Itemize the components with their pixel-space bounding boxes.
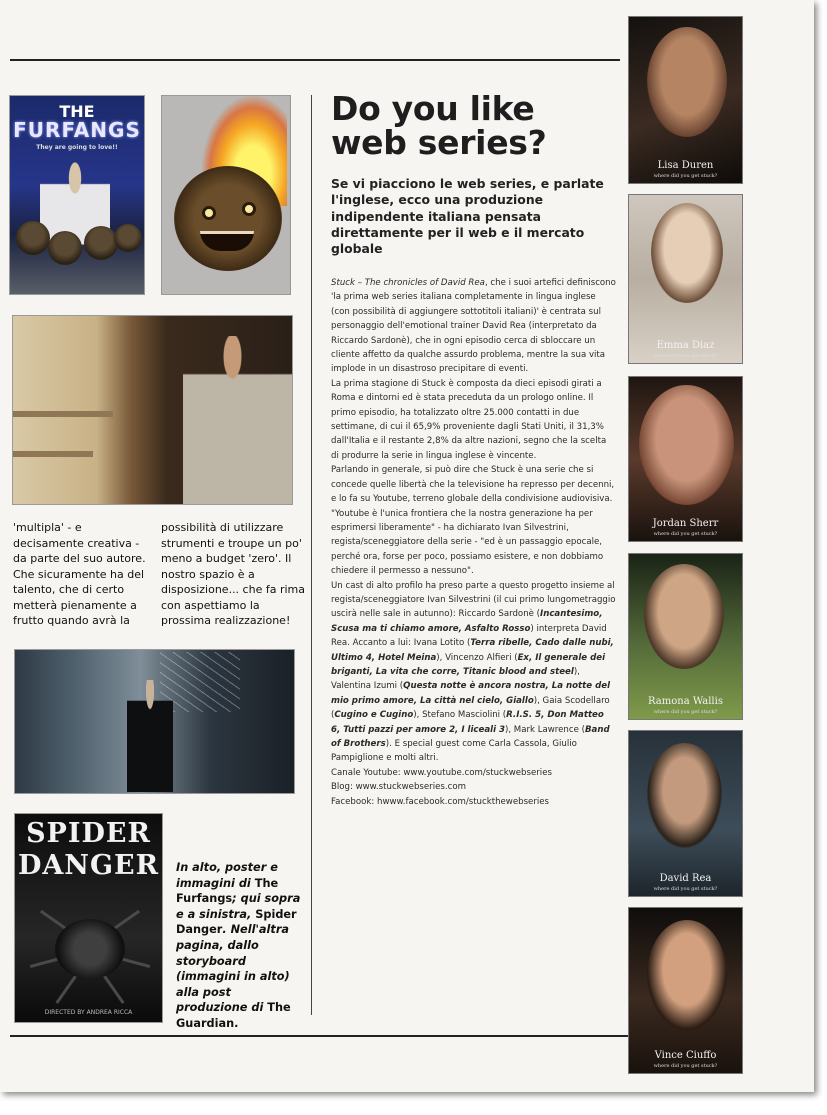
furball-eye bbox=[202, 206, 216, 220]
furfangs-poster bbox=[9, 95, 145, 295]
article-link-facebook: Facebook: hwww.facebook.com/stuckthewebseries bbox=[331, 796, 550, 807]
man-figure bbox=[127, 680, 173, 792]
headshot-tagline: where did you get stuck? bbox=[653, 886, 718, 892]
article-link-blog: Blog: www.stuckwebseries.com bbox=[331, 782, 466, 793]
article-text: ), Mark Lawrence ( bbox=[504, 724, 585, 735]
kitchen-shelf bbox=[13, 451, 93, 457]
spider-poster-title-line2: DANGER bbox=[17, 850, 160, 881]
article-credits: Incantesimo, Scusa ma ti chiamo amore, Asfalto Rosso bbox=[331, 609, 603, 634]
article-text: ) interpreta David Rea. Accanto a lui: Ivana Lotito ( bbox=[331, 623, 607, 649]
article-text: ), Valentina Izumi ( bbox=[331, 666, 580, 692]
headshot-name: Lisa Duren bbox=[657, 160, 714, 171]
furball-creature bbox=[48, 231, 82, 265]
furfangs-poster-title: FURFANGS bbox=[13, 118, 141, 142]
kitchen-scene-photo bbox=[12, 315, 293, 505]
headshot-tagline: where did you get stuck? bbox=[653, 531, 718, 537]
article-body bbox=[331, 276, 616, 809]
article-text: ), Gaia Scodellaro ( bbox=[331, 695, 610, 721]
article-text: Un cast di alto profilo ha preso parte a questo progetto insieme al regista/sceneggiatore Ivan Silvestrini (il cui primo lungometraggio uscirà nelle sale in autunno): Riccardo Sardonè ( bbox=[331, 580, 616, 620]
spider-danger-poster bbox=[14, 813, 163, 1023]
furfangs-poster-tagline: They are going to love!! bbox=[36, 144, 118, 151]
article-paragraph: La prima stagione di Stuck è composta da dieci episodi girati a Roma e dintorni ed è stata preceduta da un prologo online. Il primo episodio, ha totalizzato oltre 25.000 contatti in due settimane, di cui il 65,9% proveniente dagli Stati Uniti, il 31,3% dall'Italia e il restante 2,8% da altre nazioni, segno che la scelta di produrre la serie in lingua inglese è vincente. bbox=[331, 378, 607, 461]
caption-part: . Nell'altra pagina, dallo storyboard (immagini in alto) alla post produzione di bbox=[176, 923, 290, 1015]
kitchen-shelf bbox=[13, 411, 113, 417]
bottom-rule bbox=[10, 1035, 630, 1037]
headshot-name: Jordan Sherr bbox=[652, 518, 719, 529]
caption-part: . bbox=[234, 1016, 239, 1030]
top-rule bbox=[10, 59, 620, 61]
image-caption bbox=[176, 860, 301, 1032]
article-credits: Ex, Il generale dei briganti, La vita che corre, Titanic blood and steel bbox=[331, 652, 606, 677]
article-credits: Band of Brothers bbox=[331, 724, 610, 749]
article-paragraph bbox=[331, 276, 616, 377]
subheadline: Se vi piacciono le web series, e parlate l'inglese, ecco una produzione indipendente italiana pensata direttamente per il web e il mercato globale bbox=[331, 176, 604, 257]
article-text: , che i suoi artefici definiscono 'la prima web series italiana completamente in lingua inglese (con possibilità di aggiungere sottotitoli italiani)' è centrata sul personaggio dell'emotional trainer David Rea (interpretato da Riccardo Sardonè), che in ogni episodio cerca di sbloccare un cliente affetto da qualche assurdo problema, mentre la sua vita implode in un disastroso precipitare di eventi. bbox=[331, 278, 616, 375]
article-credits: Terra ribelle, Cado dalle nubi, Ultimo 4, Hotel Meina bbox=[331, 638, 614, 663]
headshot-tagline: where did you get stuck? bbox=[653, 353, 718, 359]
headshot-card bbox=[628, 907, 743, 1074]
article-paragraph: "Youtube è l'unica frontiera che la nostra generazione ha per esprimersi liberamente" - ha dichiarato Ivan Silvestrini, regista/sceneggiatore della serie - "ed è un passaggio epocale, perché ora, forse per poco, possiamo esistere, e non dobbiamo chiedere il permesso a nessuno". bbox=[331, 508, 604, 577]
furball-body bbox=[174, 166, 282, 271]
headshot-card bbox=[628, 730, 743, 897]
headshot-card bbox=[628, 194, 743, 364]
furball-creature bbox=[84, 226, 118, 260]
headshot-name: David Rea bbox=[659, 873, 712, 884]
spider-poster-credit: DIRECTED BY ANDREA RICCA bbox=[44, 1009, 133, 1016]
headshot-card bbox=[628, 376, 743, 542]
headline-line1: Do you like bbox=[331, 89, 535, 128]
headshot-name: Emma Diaz bbox=[656, 340, 715, 351]
article-credits: Questa notte è ancora nostra, La notte del mio primo amore, La città nel cielo, Giallo bbox=[331, 681, 611, 706]
headshot-tagline: where did you get stuck? bbox=[653, 173, 718, 179]
article-link-youtube: Canale Youtube: www.youtube.com/stuckwebseries bbox=[331, 767, 552, 778]
furfangs-poster-the: THE bbox=[59, 102, 95, 121]
headshot-name: Ramona Wallis bbox=[648, 696, 723, 707]
caption-part: ; qui sopra e a sinistra, bbox=[176, 892, 301, 921]
corridor-scene-photo bbox=[14, 649, 295, 794]
headshot-card bbox=[628, 553, 743, 720]
headshot-card bbox=[628, 16, 743, 184]
page-title bbox=[331, 89, 611, 162]
article-credits: R.I.S. 5, Don Matteo 6, Tutti pazzi per amore 2, I liceali 3 bbox=[331, 710, 604, 735]
face-image bbox=[639, 385, 734, 505]
left-text-column-1: 'multipla' - e decisamente creativa - da parte del suo autore. Che sicuramente ha del talento, che di certo metterà pienamente a frutto quando avrà la bbox=[13, 521, 146, 627]
article-paragraph bbox=[331, 579, 616, 766]
left-text-column-2: possibilità di utilizzare strumenti e troupe un po' meno a budget 'zero'. Il nostro spazio è a disposizione... che fa rima con aspettiamo la prossima realizzazione! bbox=[161, 521, 305, 627]
furball-creature bbox=[114, 224, 142, 252]
article-text: ), Vincenzo Alfieri ( bbox=[436, 652, 518, 663]
headshot-tagline: where did you get stuck? bbox=[653, 709, 718, 715]
column-divider bbox=[311, 95, 312, 1015]
spider-body bbox=[55, 919, 125, 979]
caption-part: In alto, poster e immagini di bbox=[176, 861, 278, 890]
furball-creature bbox=[16, 221, 50, 255]
spider-poster-title-line1: SPIDER bbox=[26, 818, 151, 849]
headline-line2: web series? bbox=[331, 123, 547, 162]
flaming-furball-image bbox=[161, 95, 291, 295]
face-image bbox=[647, 27, 727, 137]
headshot-name: Vince Ciuffo bbox=[654, 1050, 717, 1061]
caption-title: The Furfangs bbox=[176, 876, 279, 906]
caption-title: The Guardian bbox=[176, 1001, 291, 1030]
face-image bbox=[644, 564, 724, 669]
face-image bbox=[651, 203, 723, 303]
article-paragraph: Parlando in generale, si può dire che Stuck è una serie che si concede quelle libertà che la televisione ha represso per decenni, e lo fa su Youtube, terreno globale della condivisione audiovisiva. bbox=[331, 465, 615, 505]
furball-eye bbox=[242, 202, 256, 216]
caption-title: Spider Danger bbox=[176, 907, 297, 937]
article-credits: Cugino e Cugino bbox=[334, 710, 414, 721]
article-text: ). E special guest come Carla Cassola, Giulio Pampiglione e molti altri. bbox=[331, 739, 577, 764]
man-figure bbox=[183, 336, 293, 505]
face-image bbox=[647, 920, 727, 1030]
article-text: ), Stefano Masciolini ( bbox=[413, 710, 507, 721]
headshot-tagline: where did you get stuck? bbox=[653, 1063, 718, 1069]
face-image bbox=[647, 743, 722, 848]
article-title-ref: Stuck – The chronicles of David Rea bbox=[331, 278, 485, 288]
